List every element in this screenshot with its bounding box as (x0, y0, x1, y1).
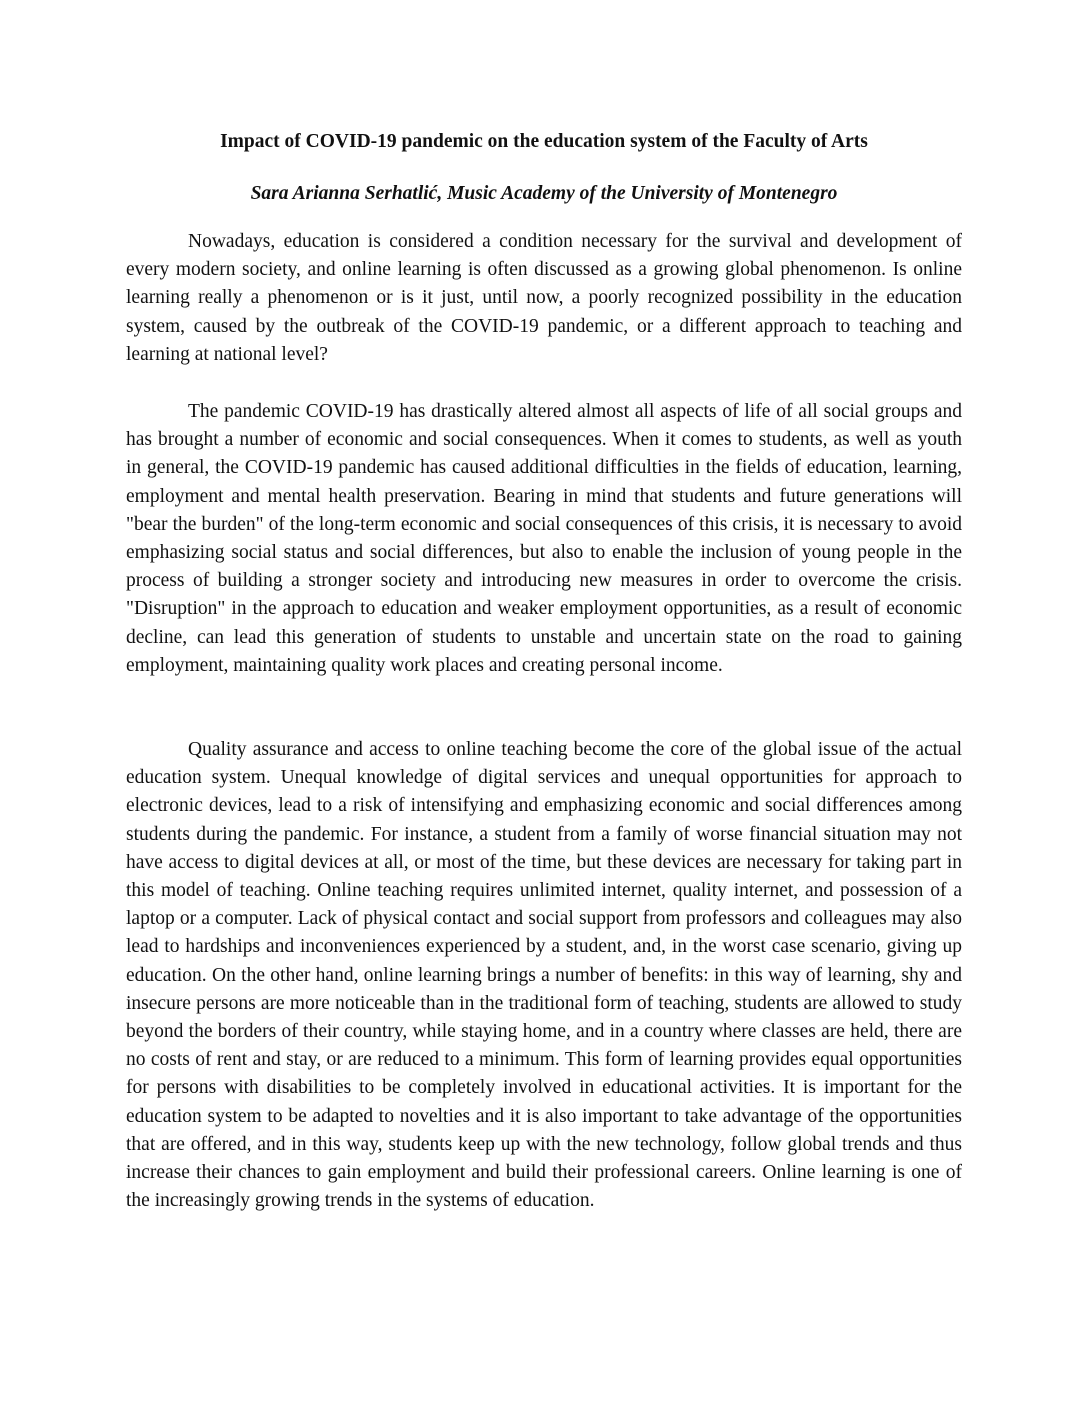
body-paragraph-2: The pandemic COVID-19 has drastically altered almost all aspects of life of all social groups and has brought a number of economic and social consequences. When it comes to students, as well as youth in general, the COVID-19 pandemic has caused additional difficulties in the fields of education, learning, employment and mental health preservation. Bearing in mind that students and future generations will "bear the burden" of the long-term economic and social consequences of this crisis, it is necessary to avoid emphasizing social status and social differences, but also to enable the inclusion of young people in the process of building a stronger society and introducing new measures in order to overcome the crisis. "Disruption" in the approach to education and weaker employment opportunities, as a result of economic decline, can lead this generation of students to unstable and uncertain state on the road to gaining employment, maintaining quality work places and creating personal income. (126, 401, 962, 676)
body-paragraph-3: Quality assurance and access to online teaching become the core of the global issue of the actual education system. Unequal knowledge of digital services and unequal opportunities for approach to electronic devices, lead to a risk of intensifying and emphasizing economic and social differences among students during the pandemic. For instance, a student from a family of worse financial situation may not have access to digital devices at all, or most of the time, but these devices are necessary for taking part in this model of teaching. Online teaching requires unlimited internet, quality internet, and possession of a laptop or a computer. Lack of physical contact and social support from professors and colleagues may also lead to hardships and inconveniences experienced by a student, and, in the worst case scenario, giving up education. On the other hand, online learning brings a number of benefits: in this way of learning, shy and insecure persons are more noticeable than in the traditional form of teaching, students are allowed to study beyond the borders of their country, while staying home, and in a country where classes are held, there are no costs of rent and stay, or are reduced to a minimum. This form of learning provides equal opportunities for persons with disabilities to be completely involved in educational activities. It is important for the education system to be adapted to novelties and it is also important to take advantage of the opportunities that are offered, and in this way, students keep up with the new technology, follow global trends and thus increase their chances to gain employment and build their professional careers. Online learning is one of the increasingly growing trends in the systems of education. (126, 739, 962, 1212)
author-affiliation: Sara Arianna Serhatlić, Music Academy of the University of Montenegro (250, 183, 838, 204)
document-title: Impact of COVID-19 pandemic on the education system of the Faculty of Arts (220, 131, 868, 152)
body-paragraph-1: Nowadays, education is considered a condition necessary for the survival and development of every modern society, and online learning is often discussed as a growing global phenomenon. Is online learning really a phenomenon or is it just, until now, a poorly recognized possibility in the education system, caused by the outbreak of the COVID-19 pandemic, or a different approach to teaching and learning at national level? (126, 231, 962, 365)
